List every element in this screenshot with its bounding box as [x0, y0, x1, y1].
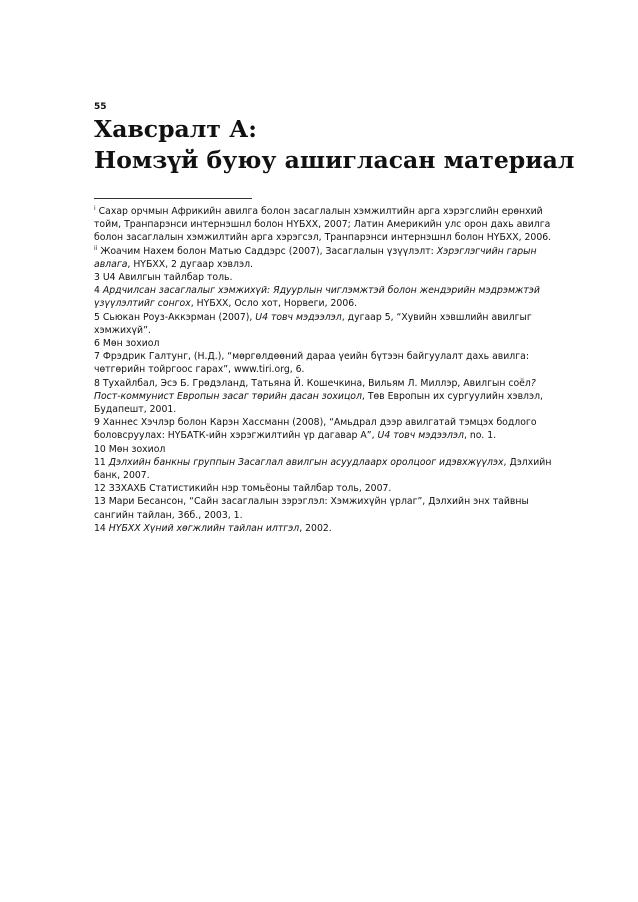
- footnote-14: [94, 522, 556, 535]
- footnote-text: 14: [94, 522, 109, 534]
- footnote-6: [94, 337, 556, 350]
- footnote-text: Сахар орчмын Африкийн авилга болон засаглалын хэмжилтийн арга хэрэгслийн ерөнхий тойм, Транпарэнси интернэшнл болон НҮБХХ, 2007; Латин Америкийн улс орон дахь авилга болон засаглалын хэмжилтийн арга хэрэгсэл, Транпарэнси интернэшнл болон НҮБХХ, 2006.: [94, 206, 552, 244]
- footnote-5: [94, 311, 556, 337]
- footnote-marker: ii: [94, 244, 98, 252]
- footnote-12: [94, 482, 556, 495]
- footnote-text: 6 Мөн зохиол: [94, 338, 160, 350]
- footnote-text: 9 Ханнес Хэчлэр болон Карэн Хассманн (2008), “Амьдрал дээр авилгатай тэмцэх бодлого боловсруулах: НҮБАТК-ийн хэрэгжилтийн үр дагавар А”,: [94, 417, 537, 442]
- footnote-text: 8 Тухайлбал, Эсэ Б. Грөдэланд, Татьяна Й. Кошечкина, Вильям Л. Миллэр, Авилгын соёл: [94, 377, 531, 389]
- page-number: 55: [94, 102, 107, 112]
- footnote-text: Жоачим Нахем болон Матью Саддэрс (2007), Засаглалын үзүүлэлт:: [100, 245, 437, 257]
- footnote-7: [94, 350, 556, 376]
- footnote-text: , no. 1.: [463, 430, 497, 442]
- footnote-9: [94, 416, 556, 442]
- footnote-marker: i: [94, 204, 96, 212]
- footnote-13: [94, 495, 556, 521]
- footnote-italic-text: U4 товч мэдээлэл: [377, 430, 464, 442]
- footnote-text: 7 Фрэдрик Галтунг, (Н.Д.), “мөргөлдөөний дараа үеийн бүтээн байгуулалт дахь авилга: чөтгөрийн тойргоос гарах”, www.tiri.org, 6.: [94, 351, 529, 376]
- appendix-heading-line-1: Хавсралт А:: [94, 115, 257, 143]
- footnote-separator: [94, 198, 252, 199]
- footnote-text: , Төв Европын их сургуулийн хэвлэл, Будапешт, 2001.: [94, 390, 544, 416]
- footnotes-list: [94, 205, 556, 535]
- footnote-text: , 2002.: [299, 522, 332, 534]
- footnote-text: 10 Мөн зохиол: [94, 443, 166, 455]
- footnote-text: 3 U4 Авилгын тайлбар толь.: [94, 272, 233, 284]
- appendix-heading-line-2: Номзүй буюу ашигласан материал: [94, 146, 575, 174]
- footnote-text: 11: [94, 456, 109, 468]
- footnote-italic-text: Ардчилсан засаглалыг хэмжихүй: Ядуурлын чиглэмжтэй болон жендэрийн мэдрэмжтэй үзүүлэлтийг сонгох: [94, 285, 540, 310]
- appendix-heading: [94, 114, 575, 176]
- footnote-text: 5 Сьюкан Роуз-Аккэрман (2007),: [94, 311, 256, 323]
- footnote-8: [94, 377, 556, 417]
- footnote-text: 13 Мари Бесансон, “Сайн засаглалын зэрэглэл: Хэмжихүйн үрлаг”, Дэлхийн энх тайвны сангийн тайлан, 36б., 2003, 1.: [94, 496, 529, 521]
- footnote-italic-text: Хэрэглэгчийн гарын авлага: [94, 245, 537, 270]
- footnote-italic-text: U4 товч мэдээлэл: [255, 311, 342, 323]
- footnote-text: 12 ЗЗХАХБ Статистикийн нэр томьёоны тайлбар толь, 2007.: [94, 483, 392, 495]
- footnote-italic-text: ? Пост-коммунист Европын засаг төрийн дасан зохицол: [94, 377, 536, 402]
- footnote-text: , Дэлхийн банк, 2007.: [94, 456, 552, 482]
- footnote-4: [94, 284, 556, 310]
- footnote-italic-text: НҮБХХ Хүний хөгжлийн тайлан илтгэл: [108, 522, 300, 534]
- footnote-text: 4: [94, 285, 103, 297]
- footnote-text: , дугаар 5, “Хувийн хэвшлийн авилгыг хэмжихүй”.: [94, 311, 532, 336]
- footnote-3: [94, 271, 556, 284]
- footnote-1: [94, 205, 556, 245]
- footnote-10: [94, 443, 556, 456]
- footnote-2: [94, 245, 556, 271]
- footnote-italic-text: Дэлхийн банкны группын Засаглал авилгын асуудлаарх оролцоог идэвхжүүлэх: [108, 456, 504, 468]
- footnote-text: , НҮБХХ, 2 дугаар хэвлэл.: [127, 258, 253, 270]
- footnote-text: , НҮБХХ, Осло хот, Норвеги, 2006.: [190, 298, 358, 310]
- footnote-11: [94, 456, 556, 482]
